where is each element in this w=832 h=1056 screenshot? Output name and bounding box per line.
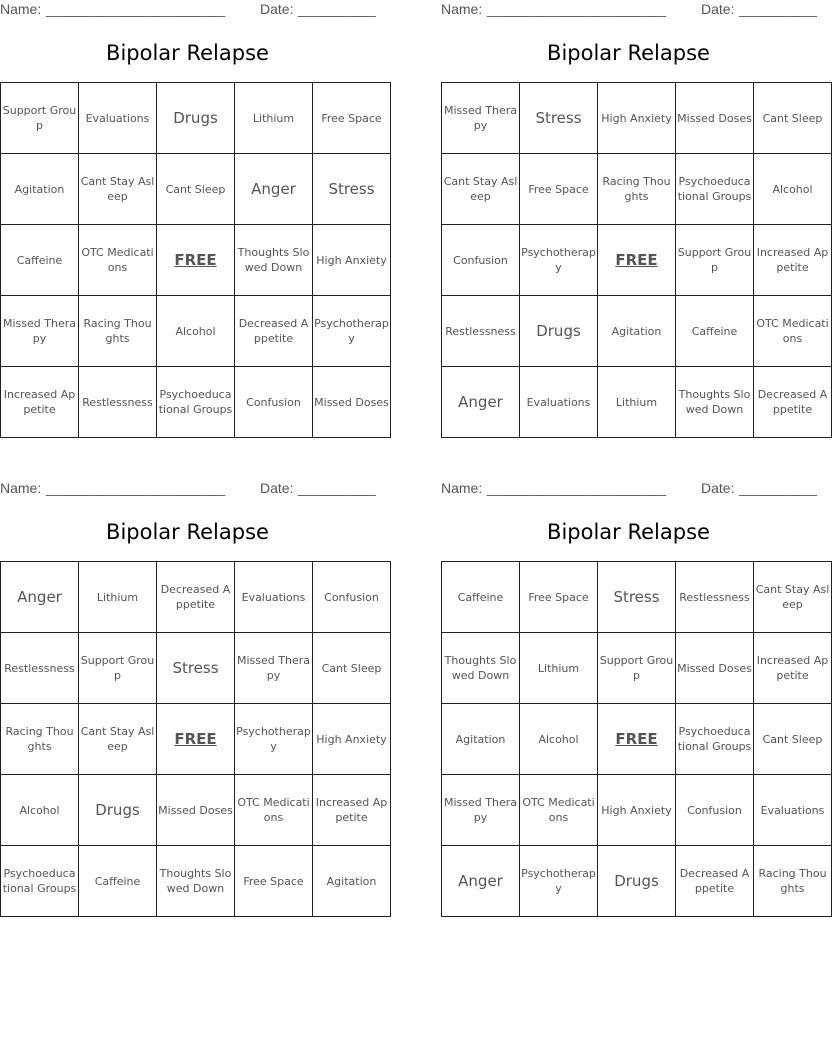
bingo-cell: Decreased Appetite: [235, 296, 313, 367]
bingo-grid: [441, 561, 832, 917]
bingo-cell: Racing Thoughts: [1, 704, 79, 775]
bingo-cell: Free Space: [235, 846, 313, 917]
bingo-cell: Caffeine: [676, 296, 754, 367]
bingo-cell: Caffeine: [79, 846, 157, 917]
bingo-cell: Lithium: [79, 562, 157, 633]
bingo-cell: Lithium: [520, 633, 598, 704]
date-field-line[interactable]: __________: [298, 480, 376, 496]
bingo-cell: Increased Appetite: [313, 775, 391, 846]
name-field-line[interactable]: _______________________: [487, 1, 667, 17]
bingo-cell: Anger: [442, 367, 520, 438]
grid-row: [442, 83, 832, 154]
bingo-cell: Restlessness: [676, 562, 754, 633]
name-label: Name:: [0, 1, 42, 17]
name-field-line[interactable]: _______________________: [46, 1, 226, 17]
free-cell: FREE: [157, 704, 235, 775]
bingo-cell: Caffeine: [1, 225, 79, 296]
bingo-cell: OTC Medications: [754, 296, 832, 367]
bingo-cell: Psychotherapy: [520, 846, 598, 917]
bingo-cell: Missed Doses: [676, 633, 754, 704]
bingo-cell: Missed Therapy: [1, 296, 79, 367]
bingo-cell: Racing Thoughts: [754, 846, 832, 917]
bingo-cell: High Anxiety: [598, 775, 676, 846]
free-cell: FREE: [157, 225, 235, 296]
bingo-cell: High Anxiety: [598, 83, 676, 154]
bingo-cell: Confusion: [676, 775, 754, 846]
bingo-cell: Psychotherapy: [235, 704, 313, 775]
grid-row: [1, 704, 391, 775]
bingo-cell: Psychotherapy: [520, 225, 598, 296]
bingo-cell: Drugs: [79, 775, 157, 846]
bingo-cell: Psychotherapy: [313, 296, 391, 367]
bingo-cell: Increased Appetite: [754, 225, 832, 296]
bingo-cell: Evaluations: [520, 367, 598, 438]
grid-row: [442, 633, 832, 704]
bingo-cell: Missed Doses: [313, 367, 391, 438]
bingo-cell: Cant Sleep: [754, 704, 832, 775]
bingo-cell: OTC Medications: [520, 775, 598, 846]
grid-row: [1, 367, 391, 438]
bingo-cell: Drugs: [157, 83, 235, 154]
bingo-cell: Psychoeducational Groups: [157, 367, 235, 438]
grid-row: [442, 775, 832, 846]
bingo-cell: Alcohol: [157, 296, 235, 367]
bingo-cell: Missed Doses: [676, 83, 754, 154]
card-header: [0, 1, 375, 21]
bingo-cell: Alcohol: [1, 775, 79, 846]
grid-row: [442, 225, 832, 296]
bingo-cell: OTC Medications: [235, 775, 313, 846]
bingo-cell: Thoughts Slowed Down: [442, 633, 520, 704]
bingo-cell: Free Space: [520, 154, 598, 225]
grid-row: [1, 296, 391, 367]
name-label: Name:: [441, 480, 483, 496]
bingo-cell: Missed Therapy: [235, 633, 313, 704]
grid-row: [442, 704, 832, 775]
grid-row: [1, 846, 391, 917]
card-header: [441, 480, 816, 500]
bingo-cell: Confusion: [235, 367, 313, 438]
grid-row: [1, 775, 391, 846]
bingo-cell: High Anxiety: [313, 225, 391, 296]
bingo-cell: Caffeine: [442, 562, 520, 633]
card-title: Bipolar Relapse: [106, 41, 269, 65]
bingo-cell: Agitation: [313, 846, 391, 917]
bingo-cell: Cant Sleep: [754, 83, 832, 154]
bingo-cell: Alcohol: [520, 704, 598, 775]
bingo-cell: Cant Stay Asleep: [79, 704, 157, 775]
grid-row: [442, 846, 832, 917]
date-label: Date:: [260, 480, 294, 496]
bingo-cell: Evaluations: [235, 562, 313, 633]
bingo-cell: Support Group: [1, 83, 79, 154]
bingo-cell: Thoughts Slowed Down: [235, 225, 313, 296]
bingo-cell: Cant Sleep: [313, 633, 391, 704]
card-title: Bipolar Relapse: [547, 520, 710, 544]
bingo-cell: Psychoeducational Groups: [1, 846, 79, 917]
bingo-cell: Thoughts Slowed Down: [157, 846, 235, 917]
bingo-cell: Lithium: [235, 83, 313, 154]
name-field-line[interactable]: _______________________: [46, 480, 226, 496]
bingo-cell: Alcohol: [754, 154, 832, 225]
date-field-line[interactable]: __________: [298, 1, 376, 17]
grid-row: [1, 83, 391, 154]
bingo-cell: Evaluations: [754, 775, 832, 846]
bingo-cell: OTC Medications: [79, 225, 157, 296]
bingo-grid: [441, 82, 832, 438]
bingo-cell: Cant Stay Asleep: [79, 154, 157, 225]
bingo-cell: Anger: [442, 846, 520, 917]
bingo-cell: Restlessness: [79, 367, 157, 438]
bingo-cell: Psychoeducational Groups: [676, 704, 754, 775]
bingo-grid: [0, 82, 391, 438]
name-label: Name:: [0, 480, 42, 496]
bingo-cell: Agitation: [442, 704, 520, 775]
bingo-cell: Support Group: [79, 633, 157, 704]
bingo-cell: Restlessness: [442, 296, 520, 367]
grid-row: [1, 154, 391, 225]
bingo-grid: [0, 561, 391, 917]
bingo-cell: Missed Therapy: [442, 775, 520, 846]
bingo-cell: Racing Thoughts: [598, 154, 676, 225]
bingo-cell: Stress: [157, 633, 235, 704]
free-cell: FREE: [598, 704, 676, 775]
bingo-cell: Drugs: [598, 846, 676, 917]
bingo-cell: Missed Therapy: [442, 83, 520, 154]
bingo-cell: Agitation: [598, 296, 676, 367]
bingo-cell: Drugs: [520, 296, 598, 367]
bingo-cell: Stress: [598, 562, 676, 633]
card-header: [0, 480, 375, 500]
bingo-cell: Support Group: [676, 225, 754, 296]
grid-row: [1, 633, 391, 704]
bingo-cell: Decreased Appetite: [754, 367, 832, 438]
bingo-cell: Lithium: [598, 367, 676, 438]
bingo-cell: Restlessness: [1, 633, 79, 704]
bingo-cell: Free Space: [520, 562, 598, 633]
date-field-line[interactable]: __________: [739, 1, 817, 17]
grid-row: [442, 367, 832, 438]
bingo-cell: Free Space: [313, 83, 391, 154]
date-label: Date:: [701, 1, 735, 17]
bingo-cell: High Anxiety: [313, 704, 391, 775]
bingo-cell: Agitation: [1, 154, 79, 225]
name-field-line[interactable]: _______________________: [487, 480, 667, 496]
bingo-cell: Missed Doses: [157, 775, 235, 846]
grid-row: [442, 562, 832, 633]
grid-row: [442, 154, 832, 225]
grid-row: [442, 296, 832, 367]
bingo-cell: Increased Appetite: [754, 633, 832, 704]
free-cell: FREE: [598, 225, 676, 296]
bingo-cell: Anger: [235, 154, 313, 225]
card-title: Bipolar Relapse: [106, 520, 269, 544]
bingo-cell: Cant Stay Asleep: [442, 154, 520, 225]
card-header: [441, 1, 816, 21]
bingo-cell: Confusion: [313, 562, 391, 633]
bingo-cell: Racing Thoughts: [79, 296, 157, 367]
bingo-cell: Anger: [1, 562, 79, 633]
bingo-cell: Thoughts Slowed Down: [676, 367, 754, 438]
bingo-cell: Stress: [520, 83, 598, 154]
grid-row: [1, 562, 391, 633]
bingo-cell: Decreased Appetite: [157, 562, 235, 633]
date-label: Date:: [701, 480, 735, 496]
bingo-cell: Cant Sleep: [157, 154, 235, 225]
bingo-cell: Cant Stay Asleep: [754, 562, 832, 633]
name-label: Name:: [441, 1, 483, 17]
bingo-cell: Evaluations: [79, 83, 157, 154]
bingo-cell: Psychoeducational Groups: [676, 154, 754, 225]
bingo-cell: Increased Appetite: [1, 367, 79, 438]
date-label: Date:: [260, 1, 294, 17]
bingo-cell: Decreased Appetite: [676, 846, 754, 917]
card-title: Bipolar Relapse: [547, 41, 710, 65]
bingo-cell: Confusion: [442, 225, 520, 296]
bingo-cell: Support Group: [598, 633, 676, 704]
bingo-cell: Stress: [313, 154, 391, 225]
grid-row: [1, 225, 391, 296]
date-field-line[interactable]: __________: [739, 480, 817, 496]
